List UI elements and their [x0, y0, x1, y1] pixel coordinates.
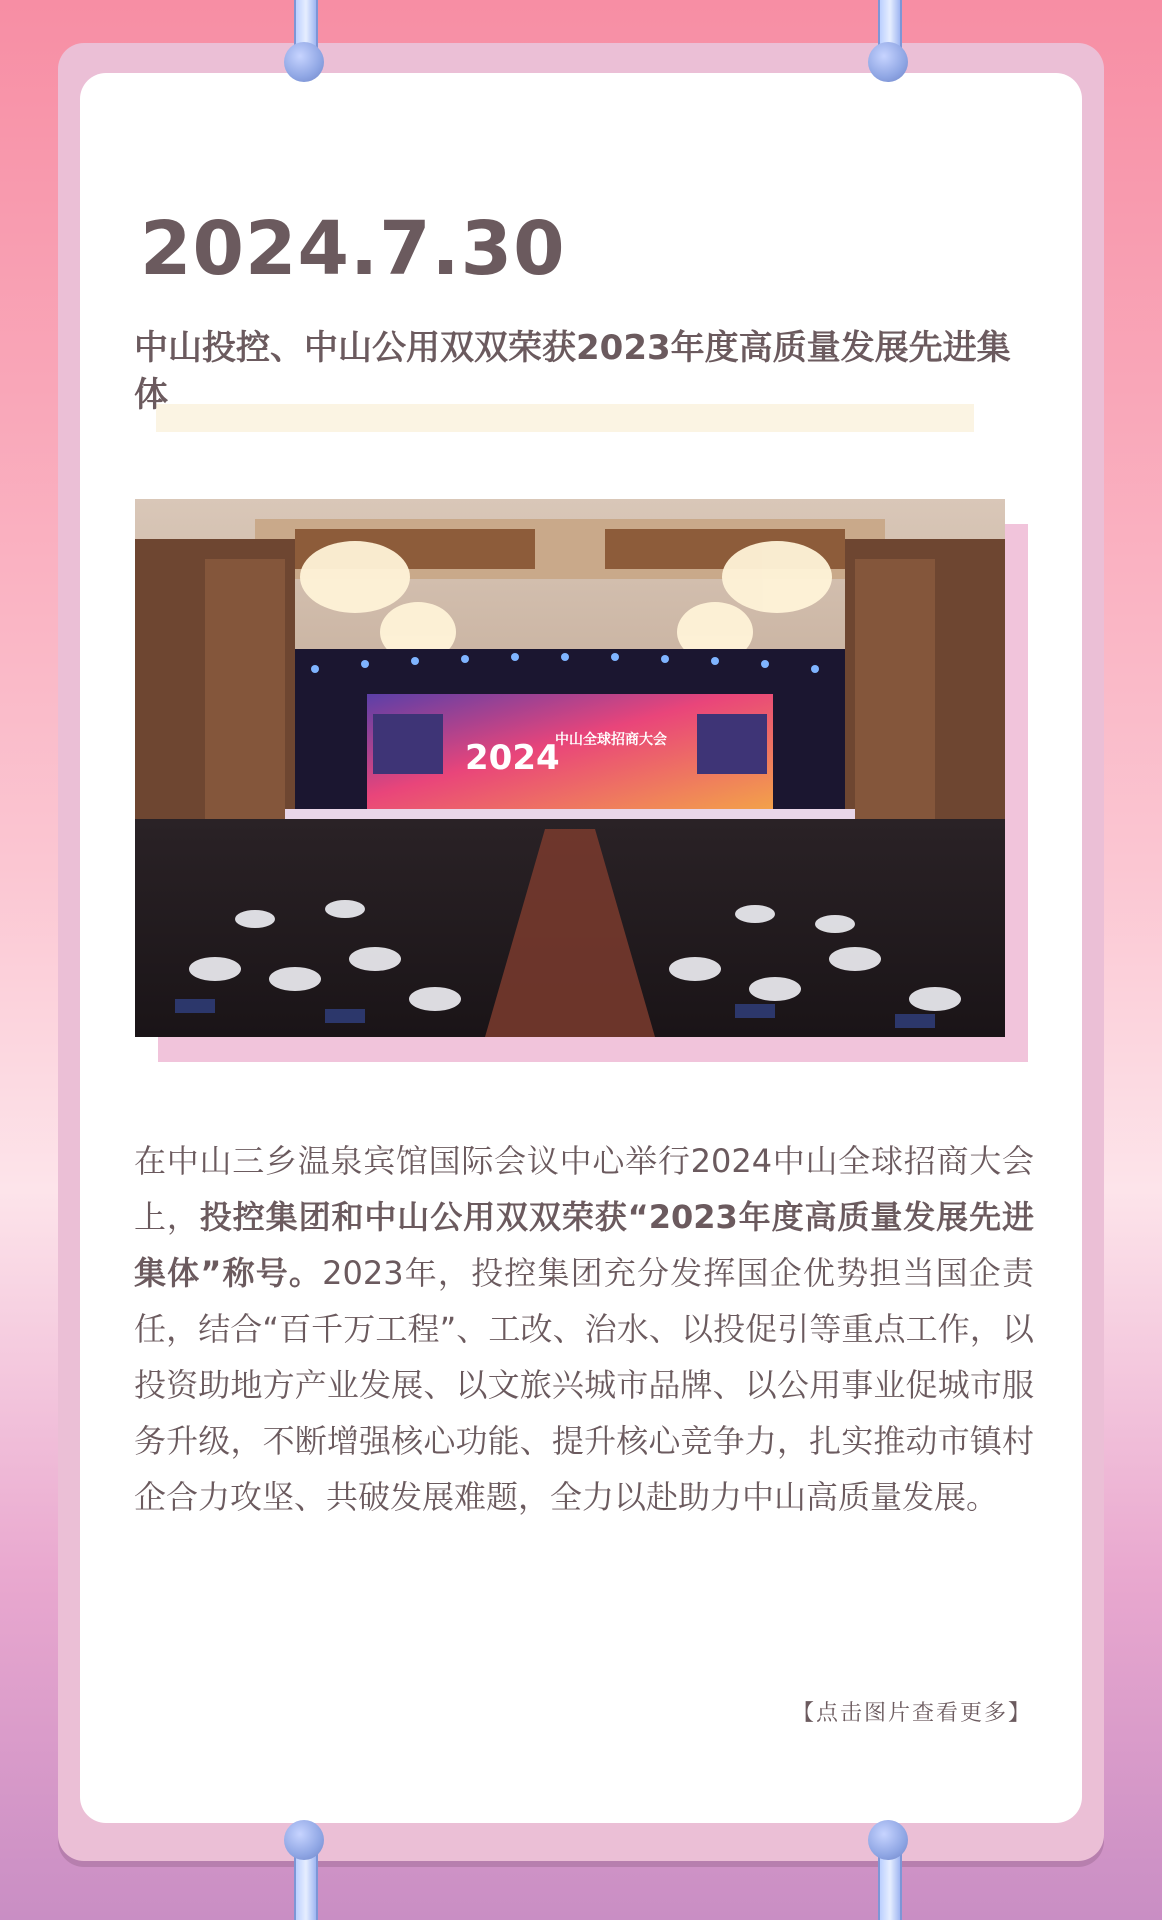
view-more-link[interactable]: 【点击图片查看更多】: [791, 1701, 1032, 1726]
event-photo[interactable]: [135, 499, 1005, 1037]
article-body-bold: 投控集团和中山公用双双荣获“2023年度高质量发展先进集体”称号。: [134, 1198, 1034, 1292]
article-body-part2: 2023年，投控集团充分发挥国企优势担当国企责任，结合“百千万工程”、工改、治水、以投促引等重点工作，以投资助地方产业发展、以文旅兴城市品牌、以公用事业促城市服务升级，不断增强核心功能、提升核心竞争力，扎实推动市镇村企合力攻坚、共破发展难题，全力以赴助力中山高质量发展。: [134, 1254, 1034, 1516]
top-right-ring-knob: [868, 42, 908, 82]
article-body: [134, 1133, 1034, 1525]
top-left-ring-knob: [284, 42, 324, 82]
screen-year: 2024: [465, 738, 560, 778]
article-title: 中山投控、中山公用双双荣获2023年度高质量发展先进集体: [134, 328, 1011, 415]
article-body-part1: 在中山三乡温泉宾馆国际会议中心举行2024中山全球招商大会上，: [134, 1142, 1034, 1236]
bottom-right-ring-knob: [868, 1820, 908, 1860]
screen-event-name: 中山全球招商大会: [555, 732, 667, 748]
article-date: 2024.7.30: [140, 206, 566, 292]
bottom-left-ring-knob: [284, 1820, 324, 1860]
conference-hall-illustration: [135, 499, 1005, 1037]
